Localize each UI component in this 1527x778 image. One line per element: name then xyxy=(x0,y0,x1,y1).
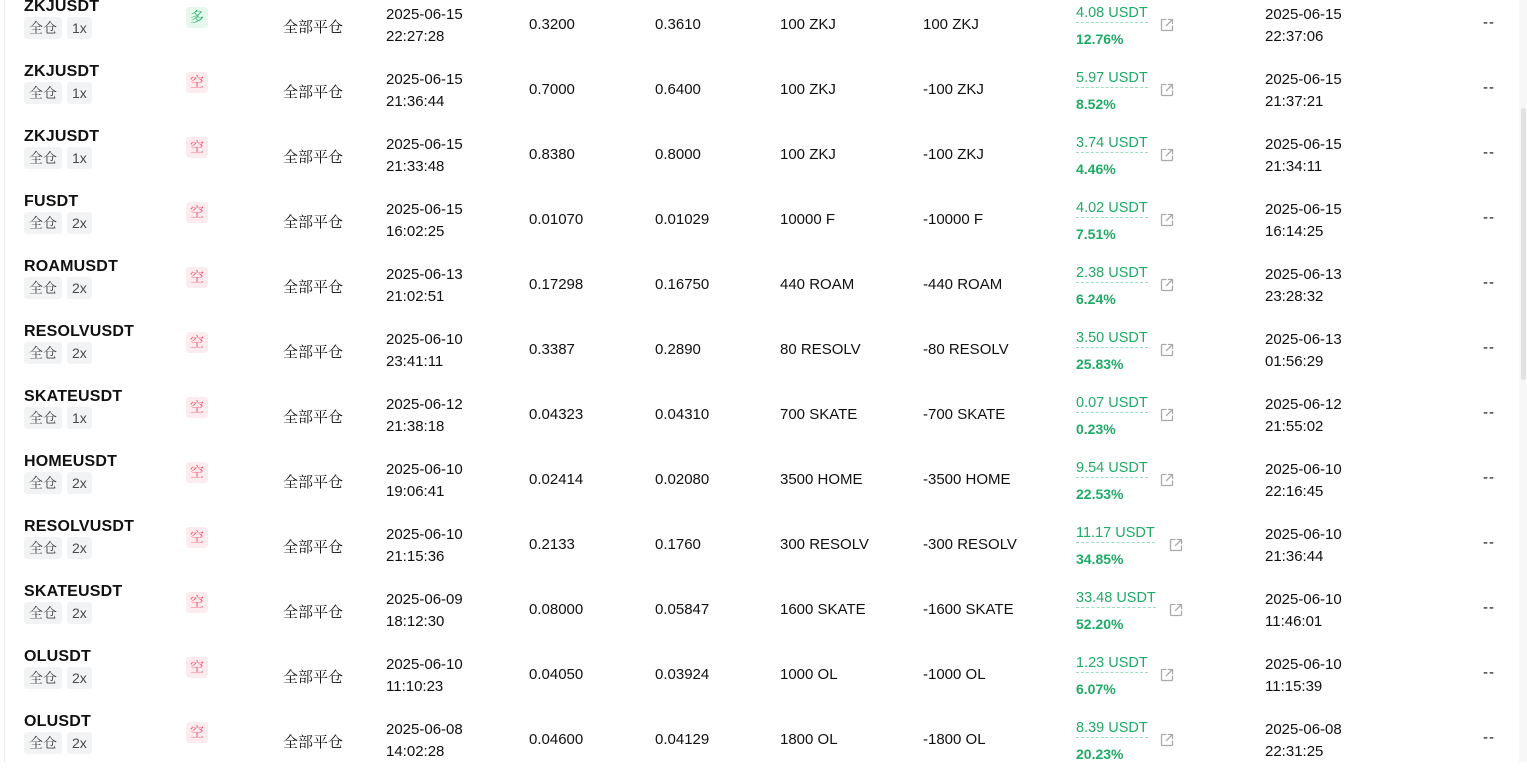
open-time xyxy=(386,4,463,48)
margin-mode-badge: 全仓 xyxy=(24,667,62,689)
margin-mode-badge: 全仓 xyxy=(24,472,62,494)
open-quantity: 100 ZKJ xyxy=(780,16,836,33)
margin-mode-badge: 全仓 xyxy=(24,17,62,39)
pnl-percent-value: 12.76% xyxy=(1076,31,1124,47)
open-date-text: 2025-06-09 xyxy=(386,591,463,608)
pnl-percent-value: 52.20% xyxy=(1076,616,1124,632)
pnl-usdt-value[interactable]: 0.07 USDT xyxy=(1076,395,1148,411)
close-time xyxy=(1265,589,1342,633)
table-row xyxy=(5,583,1519,648)
open-clock-text: 21:33:48 xyxy=(386,158,445,175)
exit-price: 0.1760 xyxy=(655,536,701,553)
margin-tags xyxy=(24,147,92,169)
close-type-label: 全部平仓 xyxy=(283,474,344,491)
external-link-icon[interactable] xyxy=(1159,667,1175,683)
leverage-badge: 2x xyxy=(67,212,92,234)
external-link-icon[interactable] xyxy=(1159,212,1175,228)
entry-price: 0.17298 xyxy=(529,276,584,293)
realized-pnl[interactable] xyxy=(1076,457,1148,505)
close-time xyxy=(1265,199,1342,243)
close-quantity: -440 ROAM xyxy=(923,276,1003,293)
extra-value: -- xyxy=(1483,729,1495,746)
symbol-label[interactable]: RESOLVUSDT xyxy=(24,323,135,340)
extra-value: -- xyxy=(1483,469,1495,486)
entry-price: 0.3200 xyxy=(529,16,575,33)
close-quantity: -1800 OL xyxy=(923,731,986,748)
margin-mode-badge: 全仓 xyxy=(24,602,62,624)
side-badge: 空 xyxy=(186,332,208,353)
open-quantity: 100 ZKJ xyxy=(780,81,836,98)
close-clock-text: 22:37:06 xyxy=(1265,28,1324,45)
leverage-badge: 2x xyxy=(67,537,92,559)
exit-price: 0.03924 xyxy=(655,666,710,683)
close-time xyxy=(1265,4,1342,48)
pnl-usdt-value[interactable]: 9.54 USDT xyxy=(1076,460,1148,476)
open-time xyxy=(386,394,463,438)
exit-price: 0.6400 xyxy=(655,81,701,98)
realized-pnl[interactable] xyxy=(1076,327,1148,375)
close-time xyxy=(1265,654,1342,698)
side-badge: 空 xyxy=(186,72,208,93)
close-date-text: 2025-06-10 xyxy=(1265,591,1342,608)
extra-value: -- xyxy=(1483,274,1495,291)
close-clock-text: 22:16:45 xyxy=(1265,483,1324,500)
open-date-text: 2025-06-15 xyxy=(386,71,463,88)
open-quantity: 440 ROAM xyxy=(780,276,855,293)
scrollbar-track[interactable] xyxy=(1519,0,1527,762)
margin-tags xyxy=(24,537,92,559)
open-quantity: 1600 SKATE xyxy=(780,601,866,618)
close-clock-text: 16:14:25 xyxy=(1265,223,1324,240)
margin-mode-badge: 全仓 xyxy=(24,537,62,559)
leverage-badge: 2x xyxy=(67,277,92,299)
exit-price: 0.04129 xyxy=(655,731,710,748)
pnl-percent-value: 6.07% xyxy=(1076,681,1116,697)
external-link-icon[interactable] xyxy=(1168,602,1184,618)
pnl-usdt-value[interactable]: 8.39 USDT xyxy=(1076,720,1148,736)
open-time xyxy=(386,654,463,698)
leverage-badge: 2x xyxy=(67,667,92,689)
external-link-icon[interactable] xyxy=(1159,342,1175,358)
table-row xyxy=(5,323,1519,388)
margin-tags xyxy=(24,732,92,754)
realized-pnl[interactable] xyxy=(1076,652,1148,700)
pnl-usdt-value[interactable]: 2.38 USDT xyxy=(1076,265,1148,281)
entry-price: 0.04050 xyxy=(529,666,584,683)
pnl-usdt-value[interactable]: 3.74 USDT xyxy=(1076,135,1148,151)
side-badge: 多 xyxy=(186,7,208,28)
leverage-badge: 1x xyxy=(67,147,92,169)
pnl-usdt-value[interactable]: 4.02 USDT xyxy=(1076,200,1148,216)
pnl-percent-value: 0.23% xyxy=(1076,421,1116,437)
extra-value: -- xyxy=(1483,79,1495,96)
close-clock-text: 21:37:21 xyxy=(1265,93,1324,110)
close-date-text: 2025-06-08 xyxy=(1265,721,1342,738)
leverage-badge: 1x xyxy=(67,17,92,39)
table-row xyxy=(5,388,1519,453)
open-clock-text: 11:10:23 xyxy=(386,678,444,695)
open-clock-text: 21:36:44 xyxy=(386,93,445,110)
open-date-text: 2025-06-12 xyxy=(386,396,463,413)
margin-mode-badge: 全仓 xyxy=(24,342,62,364)
pnl-percent-value: 22.53% xyxy=(1076,486,1124,502)
symbol-label[interactable]: ZKJUSDT xyxy=(24,0,100,15)
side-badge: 空 xyxy=(186,267,208,288)
open-quantity: 1800 OL xyxy=(780,731,838,748)
side-badge: 空 xyxy=(186,592,208,613)
open-time xyxy=(386,329,463,373)
open-date-text: 2025-06-10 xyxy=(386,656,463,673)
open-quantity: 700 SKATE xyxy=(780,406,858,423)
margin-mode-badge: 全仓 xyxy=(24,82,62,104)
symbol-label[interactable]: HOMEUSDT xyxy=(24,453,118,470)
external-link-icon[interactable] xyxy=(1159,407,1175,423)
pnl-usdt-value[interactable]: 5.97 USDT xyxy=(1076,70,1148,86)
open-date-text: 2025-06-13 xyxy=(386,266,463,283)
open-quantity: 10000 F xyxy=(780,211,836,228)
close-time xyxy=(1265,134,1342,178)
close-date-text: 2025-06-15 xyxy=(1265,136,1342,153)
open-date-text: 2025-06-10 xyxy=(386,331,463,348)
close-date-text: 2025-06-13 xyxy=(1265,331,1342,348)
pnl-percent-value: 6.24% xyxy=(1076,291,1116,307)
close-quantity: -1000 OL xyxy=(923,666,986,683)
open-clock-text: 18:12:30 xyxy=(386,613,445,630)
open-time xyxy=(386,589,463,633)
extra-value: -- xyxy=(1483,664,1495,681)
external-link-icon[interactable] xyxy=(1159,17,1175,33)
exit-price: 0.2890 xyxy=(655,341,701,358)
open-clock-text: 21:38:18 xyxy=(386,418,445,435)
open-quantity: 3500 HOME xyxy=(780,471,863,488)
exit-price: 0.3610 xyxy=(655,16,701,33)
close-clock-text: 11:15:39 xyxy=(1265,678,1323,695)
close-type-label: 全部平仓 xyxy=(283,149,344,166)
pnl-usdt-value[interactable]: 1.23 USDT xyxy=(1076,655,1148,671)
margin-tags xyxy=(24,342,92,364)
external-link-icon[interactable] xyxy=(1159,277,1175,293)
open-date-text: 2025-06-15 xyxy=(386,201,463,218)
margin-tags xyxy=(24,407,92,429)
exit-price: 0.05847 xyxy=(655,601,710,618)
entry-price: 0.01070 xyxy=(529,211,584,228)
side-badge: 空 xyxy=(186,397,208,418)
symbol-label[interactable]: SKATEUSDT xyxy=(24,583,123,600)
leverage-badge: 2x xyxy=(67,342,92,364)
table-row xyxy=(5,258,1519,323)
close-time xyxy=(1265,394,1342,438)
close-time xyxy=(1265,264,1342,308)
symbol-label[interactable]: OLUSDT xyxy=(24,648,91,665)
pnl-percent-value: 4.46% xyxy=(1076,161,1116,177)
table-row xyxy=(5,128,1519,193)
close-type-label: 全部平仓 xyxy=(283,19,344,36)
close-date-text: 2025-06-15 xyxy=(1265,71,1342,88)
table-row xyxy=(5,453,1519,518)
close-clock-text: 01:56:29 xyxy=(1265,353,1324,370)
margin-tags xyxy=(24,212,92,234)
table-row xyxy=(5,648,1519,713)
pnl-usdt-value[interactable]: 33.48 USDT xyxy=(1076,590,1156,606)
extra-value: -- xyxy=(1483,209,1495,226)
close-date-text: 2025-06-15 xyxy=(1265,6,1342,23)
leverage-badge: 2x xyxy=(67,732,92,754)
margin-tags xyxy=(24,667,92,689)
close-time xyxy=(1265,459,1342,503)
table-row xyxy=(5,518,1519,583)
margin-mode-badge: 全仓 xyxy=(24,407,62,429)
leverage-badge: 1x xyxy=(67,82,92,104)
open-clock-text: 16:02:25 xyxy=(386,223,445,240)
close-clock-text: 11:46:01 xyxy=(1265,613,1323,630)
leverage-badge: 2x xyxy=(67,472,92,494)
open-time xyxy=(386,69,463,113)
entry-price: 0.02414 xyxy=(529,471,584,488)
pnl-usdt-value[interactable]: 11.17 USDT xyxy=(1076,525,1155,541)
close-date-text: 2025-06-12 xyxy=(1265,396,1342,413)
margin-tags xyxy=(24,602,92,624)
realized-pnl[interactable] xyxy=(1076,67,1148,115)
open-clock-text: 21:15:36 xyxy=(386,548,445,565)
margin-tags xyxy=(24,472,92,494)
external-link-icon[interactable] xyxy=(1159,472,1175,488)
open-time xyxy=(386,134,463,178)
table-row xyxy=(5,713,1519,778)
open-date-text: 2025-06-15 xyxy=(386,6,463,23)
realized-pnl[interactable] xyxy=(1076,2,1148,50)
external-link-icon[interactable] xyxy=(1159,732,1175,748)
close-type-label: 全部平仓 xyxy=(283,84,344,101)
realized-pnl[interactable] xyxy=(1076,522,1155,570)
symbol-label[interactable]: ZKJUSDT xyxy=(24,128,100,145)
close-date-text: 2025-06-13 xyxy=(1265,266,1342,283)
open-date-text: 2025-06-10 xyxy=(386,526,463,543)
open-time xyxy=(386,524,463,568)
entry-price: 0.7000 xyxy=(529,81,575,98)
symbol-label[interactable]: ZKJUSDT xyxy=(24,63,100,80)
open-quantity: 1000 OL xyxy=(780,666,838,683)
external-link-icon[interactable] xyxy=(1159,147,1175,163)
entry-price: 0.2133 xyxy=(529,536,575,553)
open-clock-text: 23:41:11 xyxy=(386,353,444,370)
close-clock-text: 21:36:44 xyxy=(1265,548,1324,565)
external-link-icon[interactable] xyxy=(1168,537,1184,553)
side-badge: 空 xyxy=(186,462,208,483)
side-badge: 空 xyxy=(186,137,208,158)
pnl-percent-value: 25.83% xyxy=(1076,356,1124,372)
close-date-text: 2025-06-15 xyxy=(1265,201,1342,218)
open-quantity: 100 ZKJ xyxy=(780,146,836,163)
exit-price: 0.01029 xyxy=(655,211,710,228)
close-time xyxy=(1265,329,1342,373)
external-link-icon[interactable] xyxy=(1159,82,1175,98)
realized-pnl[interactable] xyxy=(1076,132,1148,180)
close-type-label: 全部平仓 xyxy=(283,734,344,751)
open-clock-text: 14:02:28 xyxy=(386,743,445,760)
side-badge: 空 xyxy=(186,722,208,743)
close-clock-text: 23:28:32 xyxy=(1265,288,1324,305)
pnl-usdt-value[interactable]: 3.50 USDT xyxy=(1076,330,1148,346)
close-type-label: 全部平仓 xyxy=(283,604,344,621)
symbol-label[interactable]: ROAMUSDT xyxy=(24,258,119,275)
entry-price: 0.04600 xyxy=(529,731,584,748)
open-time xyxy=(386,199,463,243)
symbol-label[interactable]: OLUSDT xyxy=(24,713,91,730)
realized-pnl[interactable] xyxy=(1076,197,1148,245)
close-type-label: 全部平仓 xyxy=(283,539,344,556)
margin-mode-badge: 全仓 xyxy=(24,732,62,754)
open-time xyxy=(386,719,463,763)
close-date-text: 2025-06-10 xyxy=(1265,461,1342,478)
close-quantity: -10000 F xyxy=(923,211,984,228)
margin-mode-badge: 全仓 xyxy=(24,147,62,169)
pnl-percent-value: 20.23% xyxy=(1076,746,1124,762)
close-date-text: 2025-06-10 xyxy=(1265,526,1342,543)
close-time xyxy=(1265,524,1342,568)
pnl-percent-value: 7.51% xyxy=(1076,226,1116,242)
close-quantity: -100 ZKJ xyxy=(923,81,984,98)
open-clock-text: 21:02:51 xyxy=(386,288,445,305)
close-quantity: -3500 HOME xyxy=(923,471,1011,488)
leverage-badge: 1x xyxy=(67,407,92,429)
open-clock-text: 22:27:28 xyxy=(386,28,445,45)
realized-pnl[interactable] xyxy=(1076,587,1156,635)
open-date-text: 2025-06-15 xyxy=(386,136,463,153)
realized-pnl[interactable] xyxy=(1076,717,1148,765)
close-date-text: 2025-06-10 xyxy=(1265,656,1342,673)
table-row xyxy=(5,193,1519,258)
close-quantity: 100 ZKJ xyxy=(923,16,979,33)
pnl-usdt-value[interactable]: 4.08 USDT xyxy=(1076,5,1148,21)
margin-tags xyxy=(24,82,92,104)
close-type-label: 全部平仓 xyxy=(283,214,344,231)
close-time xyxy=(1265,69,1342,113)
side-badge: 空 xyxy=(186,657,208,678)
realized-pnl[interactable] xyxy=(1076,262,1148,310)
close-clock-text: 21:34:11 xyxy=(1265,158,1323,175)
close-clock-text: 22:31:25 xyxy=(1265,743,1324,760)
symbol-label[interactable]: RESOLVUSDT xyxy=(24,518,135,535)
extra-value: -- xyxy=(1483,599,1495,616)
close-quantity: -700 SKATE xyxy=(923,406,1006,423)
side-badge: 空 xyxy=(186,527,208,548)
realized-pnl[interactable] xyxy=(1076,392,1148,440)
pnl-percent-value: 8.52% xyxy=(1076,96,1116,112)
exit-price: 0.8000 xyxy=(655,146,701,163)
extra-value: -- xyxy=(1483,144,1495,161)
pnl-percent-value: 34.85% xyxy=(1076,551,1124,567)
extra-value: -- xyxy=(1483,339,1495,356)
margin-mode-badge: 全仓 xyxy=(24,212,62,234)
extra-value: -- xyxy=(1483,534,1495,551)
open-date-text: 2025-06-08 xyxy=(386,721,463,738)
margin-tags xyxy=(24,17,92,39)
margin-mode-badge: 全仓 xyxy=(24,277,62,299)
close-quantity: -100 ZKJ xyxy=(923,146,984,163)
open-date-text: 2025-06-10 xyxy=(386,461,463,478)
entry-price: 0.04323 xyxy=(529,406,584,423)
exit-price: 0.02080 xyxy=(655,471,710,488)
close-quantity: -80 RESOLV xyxy=(923,341,1009,358)
table-row xyxy=(5,63,1519,128)
extra-value: -- xyxy=(1483,404,1495,421)
entry-price: 0.8380 xyxy=(529,146,575,163)
close-type-label: 全部平仓 xyxy=(283,669,344,686)
open-time xyxy=(386,264,463,308)
margin-tags xyxy=(24,277,92,299)
close-time xyxy=(1265,719,1342,763)
exit-price: 0.16750 xyxy=(655,276,710,293)
table-row xyxy=(5,0,1519,63)
close-clock-text: 21:55:02 xyxy=(1265,418,1324,435)
scrollbar-thumb[interactable] xyxy=(1521,108,1526,380)
entry-price: 0.08000 xyxy=(529,601,584,618)
open-quantity: 300 RESOLV xyxy=(780,536,869,553)
leverage-badge: 2x xyxy=(67,602,92,624)
entry-price: 0.3387 xyxy=(529,341,575,358)
symbol-label[interactable]: SKATEUSDT xyxy=(24,388,123,405)
open-clock-text: 19:06:41 xyxy=(386,483,445,500)
close-type-label: 全部平仓 xyxy=(283,344,344,361)
open-time xyxy=(386,459,463,503)
side-badge: 空 xyxy=(186,202,208,223)
close-type-label: 全部平仓 xyxy=(283,279,344,296)
close-quantity: -1600 SKATE xyxy=(923,601,1014,618)
exit-price: 0.04310 xyxy=(655,406,710,423)
extra-value: -- xyxy=(1483,14,1495,31)
open-quantity: 80 RESOLV xyxy=(780,341,861,358)
close-quantity: -300 RESOLV xyxy=(923,536,1017,553)
close-type-label: 全部平仓 xyxy=(283,409,344,426)
symbol-label[interactable]: FUSDT xyxy=(24,193,79,210)
